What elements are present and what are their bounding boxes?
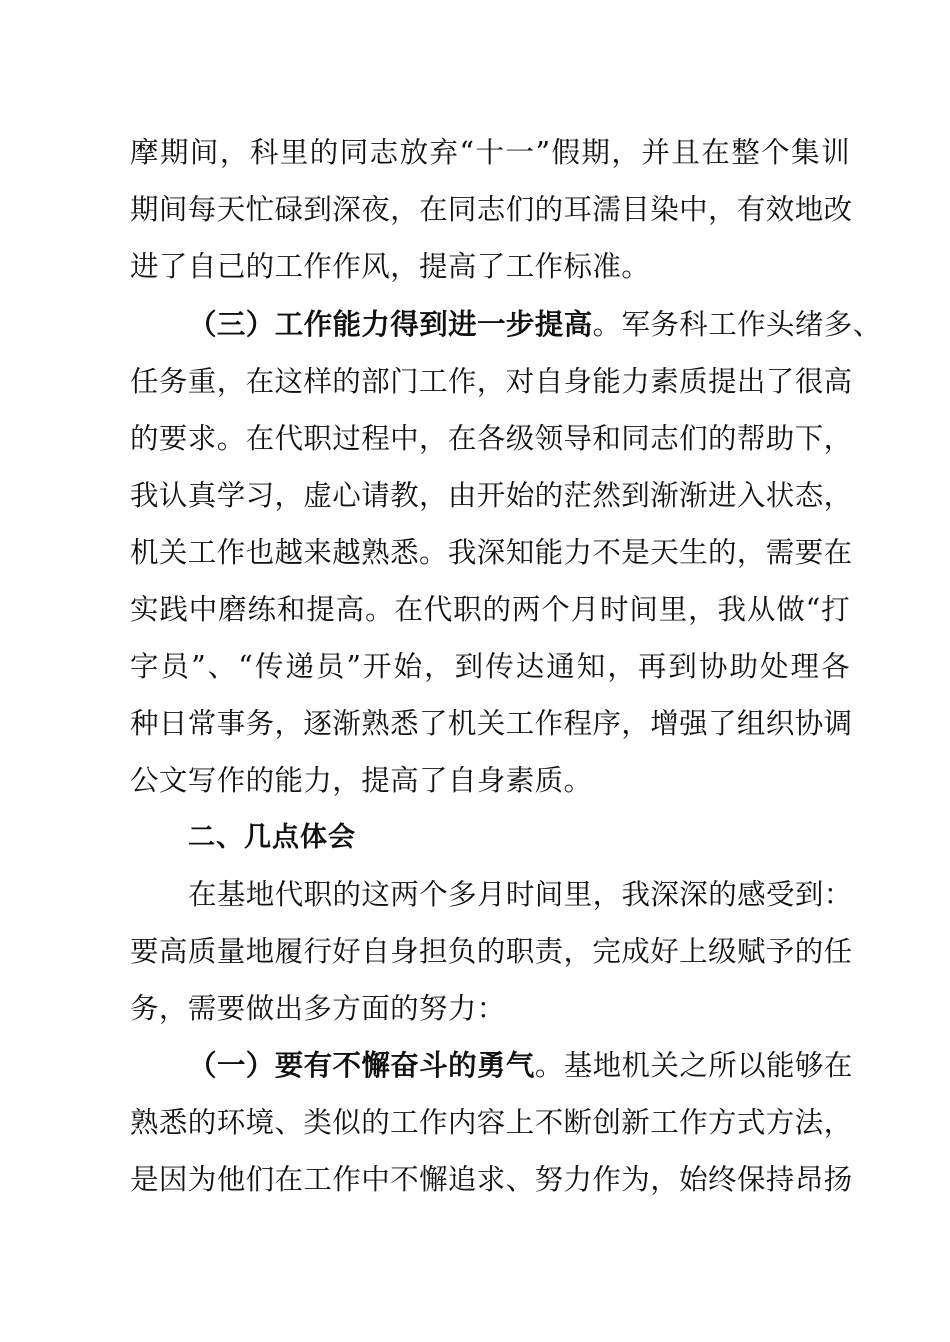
p1-line-2: 期间每天忙碌到深夜，在同志们的耳濡目染中，有效地改 [130, 193, 853, 226]
p2-line-8: 种日常事务，逐渐熟悉了机关工作程序，增强了组织协调 [130, 707, 853, 740]
p3-line-1: 在基地代职的这两个多月时间里，我深深的感受到： [188, 878, 853, 911]
p4-line-1-rest: 。基地机关之所以能够在 [534, 1049, 853, 1082]
p1-line-3: 进了自己的工作作风，提高了工作标准。 [130, 250, 651, 283]
p4-line-2: 熟悉的环境、类似的工作内容上不断创新工作方式方法， [130, 1106, 853, 1139]
p2-heading-run: （三）工作能力得到进一步提高 [188, 308, 593, 341]
p2-line-1-rest: 。军务科工作头绪多、 [592, 308, 882, 341]
section-heading: 二、几点体会 [188, 822, 356, 853]
p4-line-3: 是因为他们在工作中不懈追求、努力作为，始终保持昂扬 [130, 1163, 853, 1196]
p2-line-7: 字员”、“传递员”开始，到传达通知，再到协助处理各 [130, 650, 850, 683]
p2-line-5: 机关工作也越来越熟悉。我深知能力不是天生的，需要在 [130, 536, 853, 569]
p4-line-1 [188, 1044, 853, 1088]
p2-line-6: 实践中磨练和提高。在代职的两个月时间里，我从做“打 [130, 593, 850, 626]
p2-line-1 [188, 303, 882, 347]
p2-line-4: 我认真学习，虚心请教，由开始的茫然到渐渐进入状态， [130, 479, 853, 512]
p2-line-3: 的要求。在代职过程中，在各级领导和同志们的帮助下， [130, 422, 853, 455]
p4-heading-run: （一）要有不懈奋斗的勇气 [188, 1049, 535, 1082]
p1-line-1: 摩期间，科里的同志放弃“十一”假期，并且在整个集训 [130, 136, 850, 169]
p3-line-3: 务，需要做出多方面的努力： [130, 992, 506, 1025]
p2-line-2: 任务重，在这样的部门工作，对自身能力素质提出了很高 [130, 365, 853, 398]
p2-line-9: 公文写作的能力，提高了自身素质。 [130, 764, 593, 797]
p3-line-2: 要高质量地履行好自身担负的职责，完成好上级赋予的任 [130, 935, 853, 968]
